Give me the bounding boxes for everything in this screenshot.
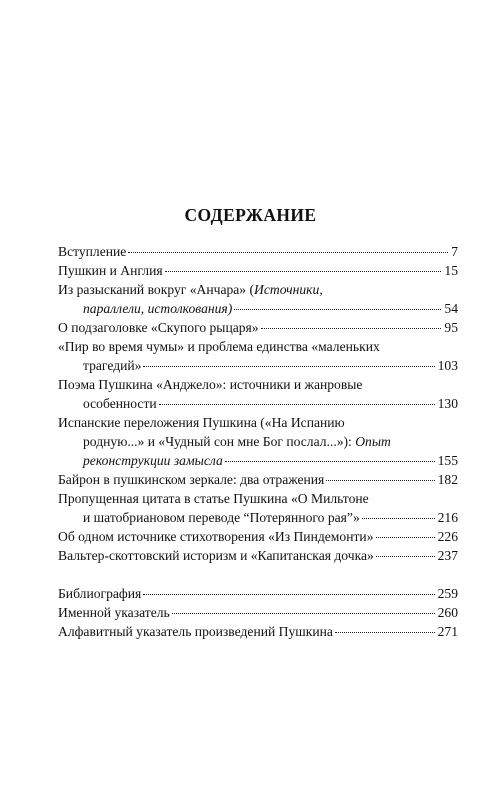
toc-entry-page: 226: [437, 529, 458, 544]
toc-entry-title: Вступление: [58, 244, 127, 259]
dot-leader: [376, 537, 435, 538]
section-gap: [58, 565, 458, 584]
appendix-entry-page: 259: [437, 586, 458, 601]
toc-entry: [58, 527, 458, 546]
dot-leader: [225, 461, 435, 462]
toc-entry-title: «Пир во время чумы» и проблема единства «маленьких: [58, 339, 380, 354]
dot-leader: [159, 404, 435, 405]
toc-entry-title: Из разысканий вокруг «Анчара» (Источники,: [58, 282, 323, 297]
toc-entry-page: 54: [444, 301, 458, 316]
dot-leader: [261, 328, 442, 329]
appendix-entry: [58, 622, 458, 641]
toc-entry-page: 95: [444, 320, 458, 335]
toc-entry-title-continued: и шатобриановом переводе “Потерянного рая”»: [83, 510, 360, 525]
toc-entry: [58, 546, 458, 565]
toc-entry: [58, 318, 458, 337]
dot-leader: [143, 366, 434, 367]
dot-leader: [335, 632, 435, 633]
dot-leader: [165, 271, 442, 272]
appendix-entry-page: 271: [437, 624, 458, 639]
toc-entry: [58, 375, 458, 413]
dot-leader: [234, 309, 441, 310]
appendix-entry: [58, 584, 458, 603]
toc-entry-title: Об одном источнике стихотворения «Из Пиндемонти»: [58, 529, 374, 544]
toc-entry-title: Вальтер-скоттовский историзм и «Капитанская дочка»: [58, 548, 374, 563]
toc-entry-page: 103: [437, 358, 458, 373]
toc-entry-title-continued: родную...» и «Чудный сон мне Бог послал...»): Опыт: [83, 434, 391, 449]
dot-leader: [172, 613, 435, 614]
dot-leader: [326, 480, 434, 481]
toc-entry-title-continued: трагедий»: [83, 358, 142, 373]
toc-entry: [58, 261, 458, 280]
dot-leader: [376, 556, 435, 557]
toc-entry: [58, 242, 458, 261]
appendix-entry-title: Именной указатель: [58, 605, 170, 620]
dot-leader: [362, 518, 435, 519]
toc-entry-title-continued: параллели, истолкования): [83, 301, 233, 316]
appendix-entry-page: 260: [437, 605, 458, 620]
toc-entry-page: 237: [437, 548, 458, 563]
toc-entry-title: Испанские переложения Пушкина («На Испанию: [58, 415, 345, 430]
toc-entry-page: 155: [437, 453, 458, 468]
toc-entry-title: Поэма Пушкина «Анджело»: источники и жанровые: [58, 377, 363, 392]
appendix-entry: [58, 603, 458, 622]
toc-entry: [58, 489, 458, 527]
toc-entry-page: 130: [437, 396, 458, 411]
toc-entry-page: 15: [444, 263, 458, 278]
toc-entry-title: Пропущенная цитата в статье Пушкина «О Мильтоне: [58, 491, 369, 506]
toc-entry-title: Байрон в пушкинском зеркале: два отражения: [58, 472, 325, 487]
toc-entry: [58, 470, 458, 489]
appendix-entry-title: Библиография: [58, 586, 142, 601]
toc-entry-title: О подзаголовке «Скупого рыцаря»: [58, 320, 259, 335]
toc-entry-page: 182: [437, 472, 458, 487]
table-of-contents: [58, 242, 458, 641]
toc-entry-page: 216: [437, 510, 458, 525]
toc-entry: [58, 413, 458, 470]
toc-entry-page: 7: [451, 244, 458, 259]
toc-entry-title-continued: реконструкции замысла: [83, 453, 223, 468]
page-title: СОДЕРЖАНИЕ: [184, 205, 317, 225]
appendix-entry-title: Алфавитный указатель произведений Пушкина: [58, 624, 333, 639]
toc-entry: [58, 337, 458, 375]
toc-entry: [58, 280, 458, 318]
toc-entry-title: Пушкин и Англия: [58, 263, 163, 278]
dot-leader: [128, 252, 448, 253]
toc-entry-title-continued: особенности: [83, 396, 157, 411]
dot-leader: [143, 594, 434, 595]
